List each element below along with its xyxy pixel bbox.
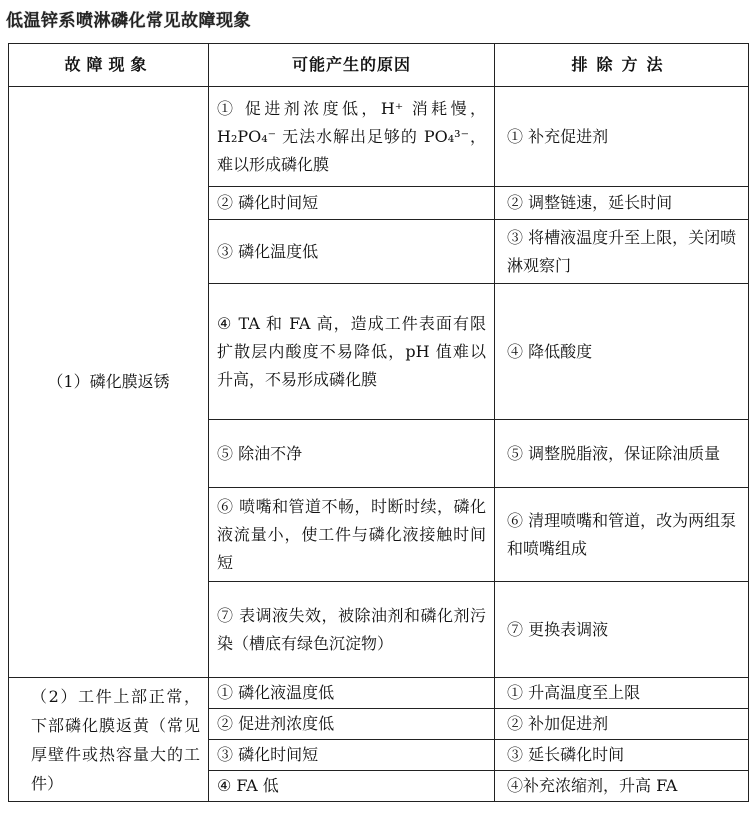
cause-text: ③ 磷化温度低 xyxy=(217,241,319,261)
fix-text: ② 调整链速，延长时间 xyxy=(507,193,673,212)
cause-text: ⑥ 喷嘴和管道不畅，时断时续，磷化液流量小，使工件与磷化液接触时间短 xyxy=(217,496,486,572)
fix-cell xyxy=(495,187,749,220)
fix-text: ⑥ 清理喷嘴和管道，改为两组泵和喷嘴组成 xyxy=(507,510,737,558)
cause-cell xyxy=(209,709,495,740)
cause-text: ① 磷化液温度低 xyxy=(217,683,335,702)
header-row xyxy=(9,44,749,87)
fix-text: ④补充浓缩剂，升高 FA xyxy=(507,776,678,795)
fix-cell xyxy=(495,87,749,187)
symptom-cell-yellow: （2）工件上部正常，下部磷化膜返黄（常见厚壁件或热容量大的工件） xyxy=(9,678,209,802)
fix-text: ③ 延长磷化时间 xyxy=(507,745,625,764)
fix-cell xyxy=(495,220,749,284)
cause-cell xyxy=(209,420,495,488)
fix-cell xyxy=(495,678,749,709)
cause-cell xyxy=(209,488,495,582)
cause-text: ① 促进剂浓度低，H⁺ 消耗慢，H₂PO₄⁻ 无法水解出足够的 PO₄³⁻，难以形成磷化膜 xyxy=(217,98,486,174)
cause-text: ④ FA 低 xyxy=(217,776,279,795)
table-row xyxy=(9,87,749,187)
cause-cell xyxy=(209,220,495,284)
fix-cell xyxy=(495,709,749,740)
cause-cell xyxy=(209,678,495,709)
fix-text: ② 补加促进剂 xyxy=(507,714,609,733)
cause-text: ④ TA 和 FA 高，造成工件表面有限扩散层内酸度不易降低，pH 值难以升高，不易形成磷化膜 xyxy=(217,313,486,389)
cause-text: ⑦ 表调液失效，被除油剂和磷化剂污染（槽底有绿色沉淀物） xyxy=(217,605,486,653)
symptom-cell-rust: （1）磷化膜返锈 xyxy=(9,87,209,678)
fault-table xyxy=(8,43,749,802)
cause-cell xyxy=(209,284,495,420)
cause-cell xyxy=(209,87,495,187)
fix-text: ⑤ 调整脱脂液，保证除油质量 xyxy=(507,443,721,463)
fix-cell xyxy=(495,284,749,420)
fix-cell xyxy=(495,771,749,802)
cause-cell xyxy=(209,187,495,220)
fix-cell xyxy=(495,420,749,488)
fix-text: ⑦ 更换表调液 xyxy=(507,619,609,639)
fix-text: ① 升高温度至上限 xyxy=(507,683,641,702)
fix-text: ① 补充促进剂 xyxy=(507,126,609,146)
header-fix: 排除方法 xyxy=(495,44,749,87)
fix-text: ③ 将槽液温度升至上限，关闭喷淋观察门 xyxy=(507,227,737,275)
table-row xyxy=(9,678,749,709)
fix-cell xyxy=(495,582,749,678)
fix-text: ④ 降低酸度 xyxy=(507,341,593,361)
cause-text: ⑤ 除油不净 xyxy=(217,443,303,463)
fix-cell xyxy=(495,488,749,582)
header-symptom: 故障现象 xyxy=(9,44,209,87)
cause-cell xyxy=(209,582,495,678)
header-cause: 可能产生的原因 xyxy=(209,44,495,87)
cause-cell xyxy=(209,771,495,802)
cause-cell xyxy=(209,740,495,771)
cause-text: ③ 磷化时间短 xyxy=(217,745,319,764)
fix-cell xyxy=(495,740,749,771)
cause-text: ② 磷化时间短 xyxy=(217,193,319,212)
document-title: 低温锌系喷淋磷化常见故障现象 xyxy=(6,11,251,31)
cause-text: ② 促进剂浓度低 xyxy=(217,714,335,733)
